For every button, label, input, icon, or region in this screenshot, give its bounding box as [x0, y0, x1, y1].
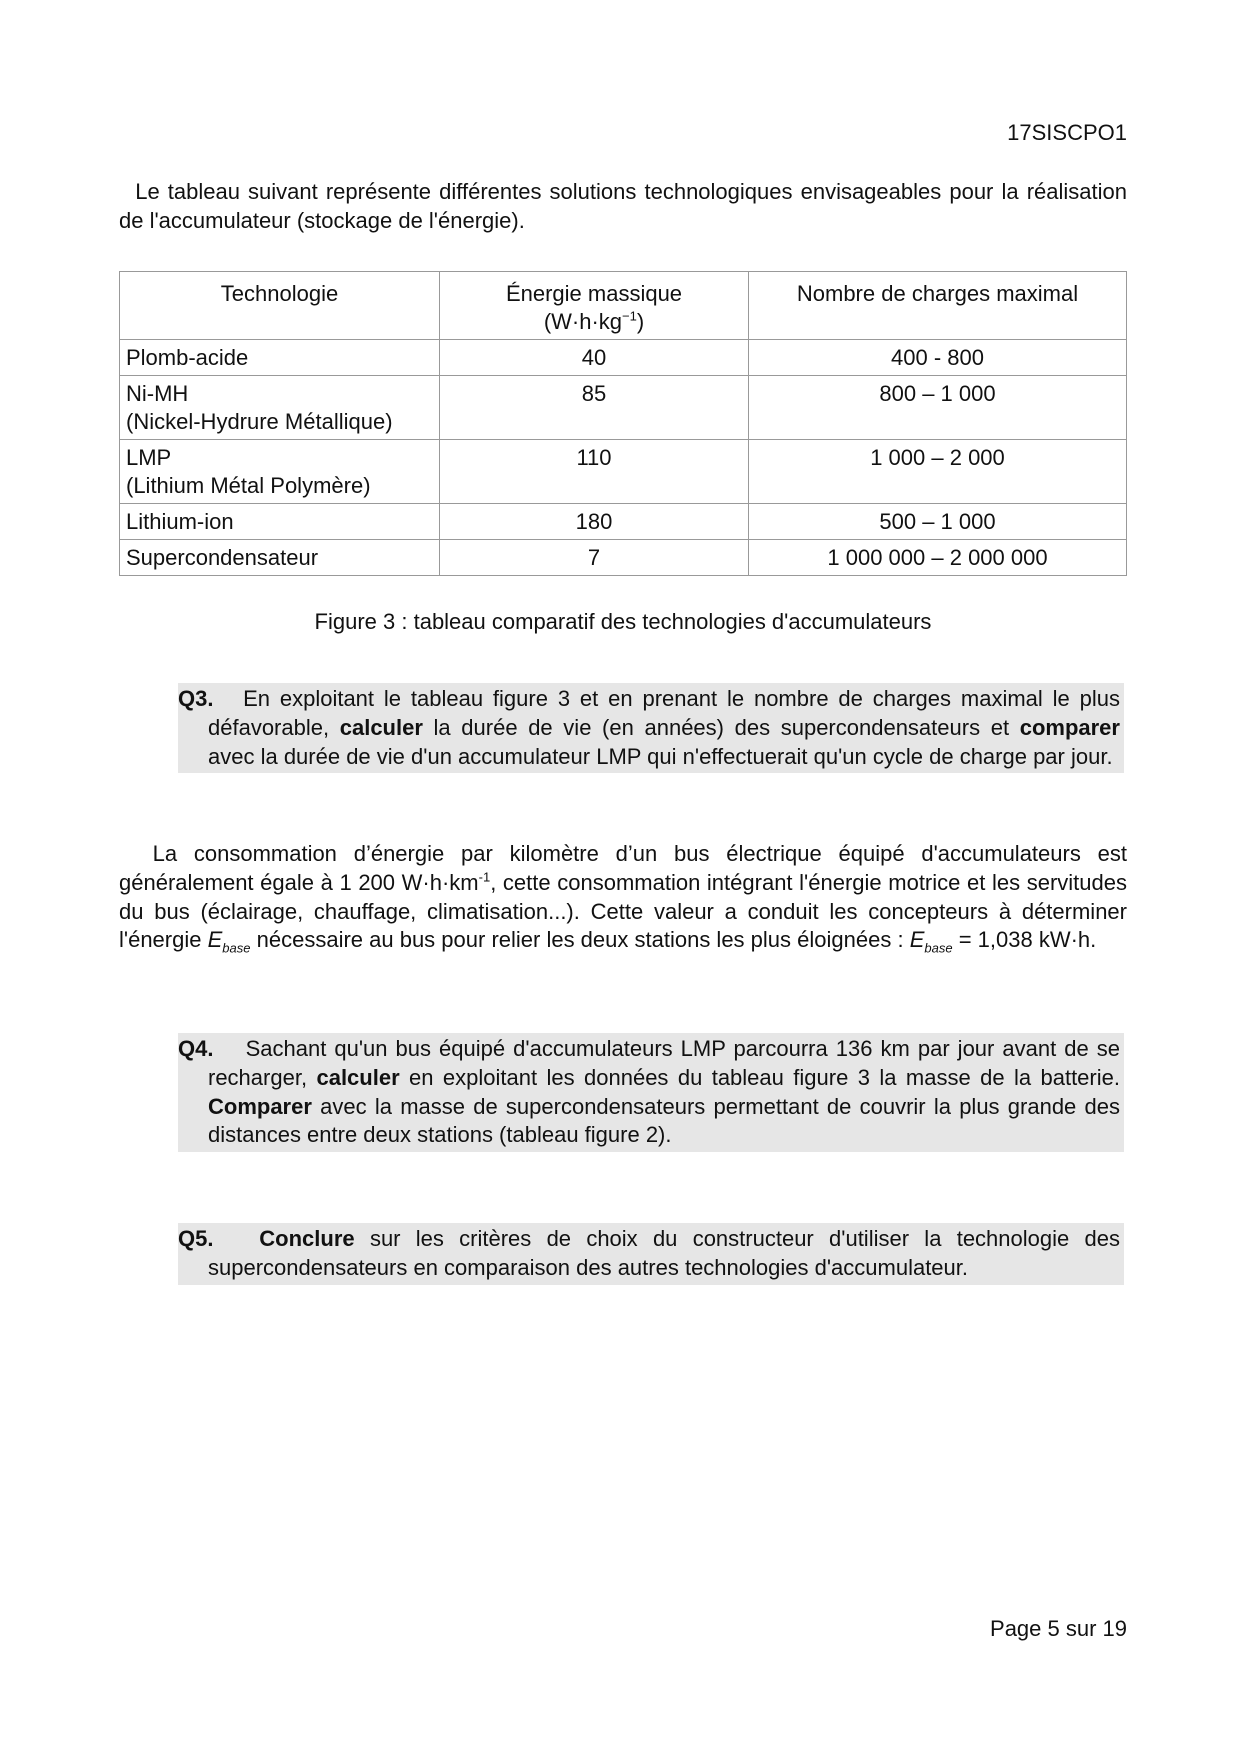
- cell-energy: 7: [440, 540, 749, 576]
- cell-charges: 1 000 000 – 2 000 000: [749, 540, 1127, 576]
- cell-charges: 1 000 – 2 000: [749, 440, 1127, 504]
- table-row: [120, 340, 1127, 376]
- cell-tech: LMP (Lithium Métal Polymère): [120, 440, 440, 504]
- table-row: [120, 440, 1127, 504]
- cell-tech: Plomb-acide: [120, 340, 440, 376]
- cell-tech: Supercondensateur: [120, 540, 440, 576]
- question-number: Q4.: [178, 1036, 214, 1061]
- cell-tech: Lithium-ion: [120, 504, 440, 540]
- intro-paragraph: [119, 178, 1127, 236]
- cell-charges: 500 – 1 000: [749, 504, 1127, 540]
- cell-energy: 180: [440, 504, 749, 540]
- page-number: Page 5 sur 19: [990, 1616, 1127, 1641]
- consumption-paragraph: La consommation d’énergie par kilomètre d’un bus électrique équipé d'accumulateurs est généralement égale à 1 200 $W\cdot h\cdot km^{-1}$, cette consommation intégrant l'énergie motrice et les servitudes du bus (éclairage, chauffage, climatisation...). Cette valeur a conduit les concepteurs à déterminer l'énergie $E_{base}$ nécessaire au bus pour relier les deux stations les plus éloignées : $E_{base} = 1,038$ kW·h.: [119, 841, 1127, 956]
- figure-caption: Figure 3 : tableau comparatif des technologies d'accumulateurs: [314, 609, 932, 634]
- intro-text: Le tableau suivant représente différentes solutions technologiques envisageables pour la réalisation de l'accumulateur (stockage de l'énergie).: [119, 179, 1127, 233]
- header-energy-unit: $(W\cdot h\cdot kg^{-1})$: [543, 308, 645, 334]
- cell-tech: Ni-MH (Nickel-Hydrure Métallique): [120, 376, 440, 440]
- cell-charges: 400 - 800: [749, 340, 1127, 376]
- table-header-row: [120, 272, 1127, 340]
- question-q3: Q3. En exploitant le tableau figure 3 et en prenant le nombre de charges maximal le plus défavorable, calculer la durée de vie (en années) des supercondensateurs et comparer avec la durée de vie d'un accumulateur LMP qui n'effectuerait qu'un cycle de charge par jour.: [178, 683, 1124, 773]
- question-q5: Q5. Conclure sur les critères de choix du constructeur d'utiliser la technologie des supercondensateurs en comparaison des autres technologies d'accumulateur.: [178, 1223, 1124, 1285]
- cell-energy: 40: [440, 340, 749, 376]
- cell-charges: 800 – 1 000: [749, 376, 1127, 440]
- header-technology: Technologie: [120, 272, 440, 340]
- technology-table: [119, 271, 1127, 576]
- cell-energy: 85: [440, 376, 749, 440]
- header-charges: Nombre de charges maximal: [749, 272, 1127, 340]
- header-energy: [440, 272, 749, 340]
- question-number: Q5.: [178, 1226, 214, 1251]
- question-q4: Q4. Sachant qu'un bus équipé d'accumulateurs LMP parcourra 136 km par jour avant de se recharger, calculer en exploitant les données du tableau figure 3 la masse de la batterie. Comparer avec la masse de supercondensateurs permettant de couvrir la plus grande des distances entre deux stations (tableau figure 2).: [178, 1033, 1124, 1152]
- question-number: Q3.: [178, 686, 214, 711]
- header-energy-label: Énergie massique: [505, 281, 683, 306]
- table-row: [120, 540, 1127, 576]
- cell-energy: 110: [440, 440, 749, 504]
- document-reference: 17SISCPO1: [1007, 120, 1127, 145]
- table-row: [120, 376, 1127, 440]
- table-row: [120, 504, 1127, 540]
